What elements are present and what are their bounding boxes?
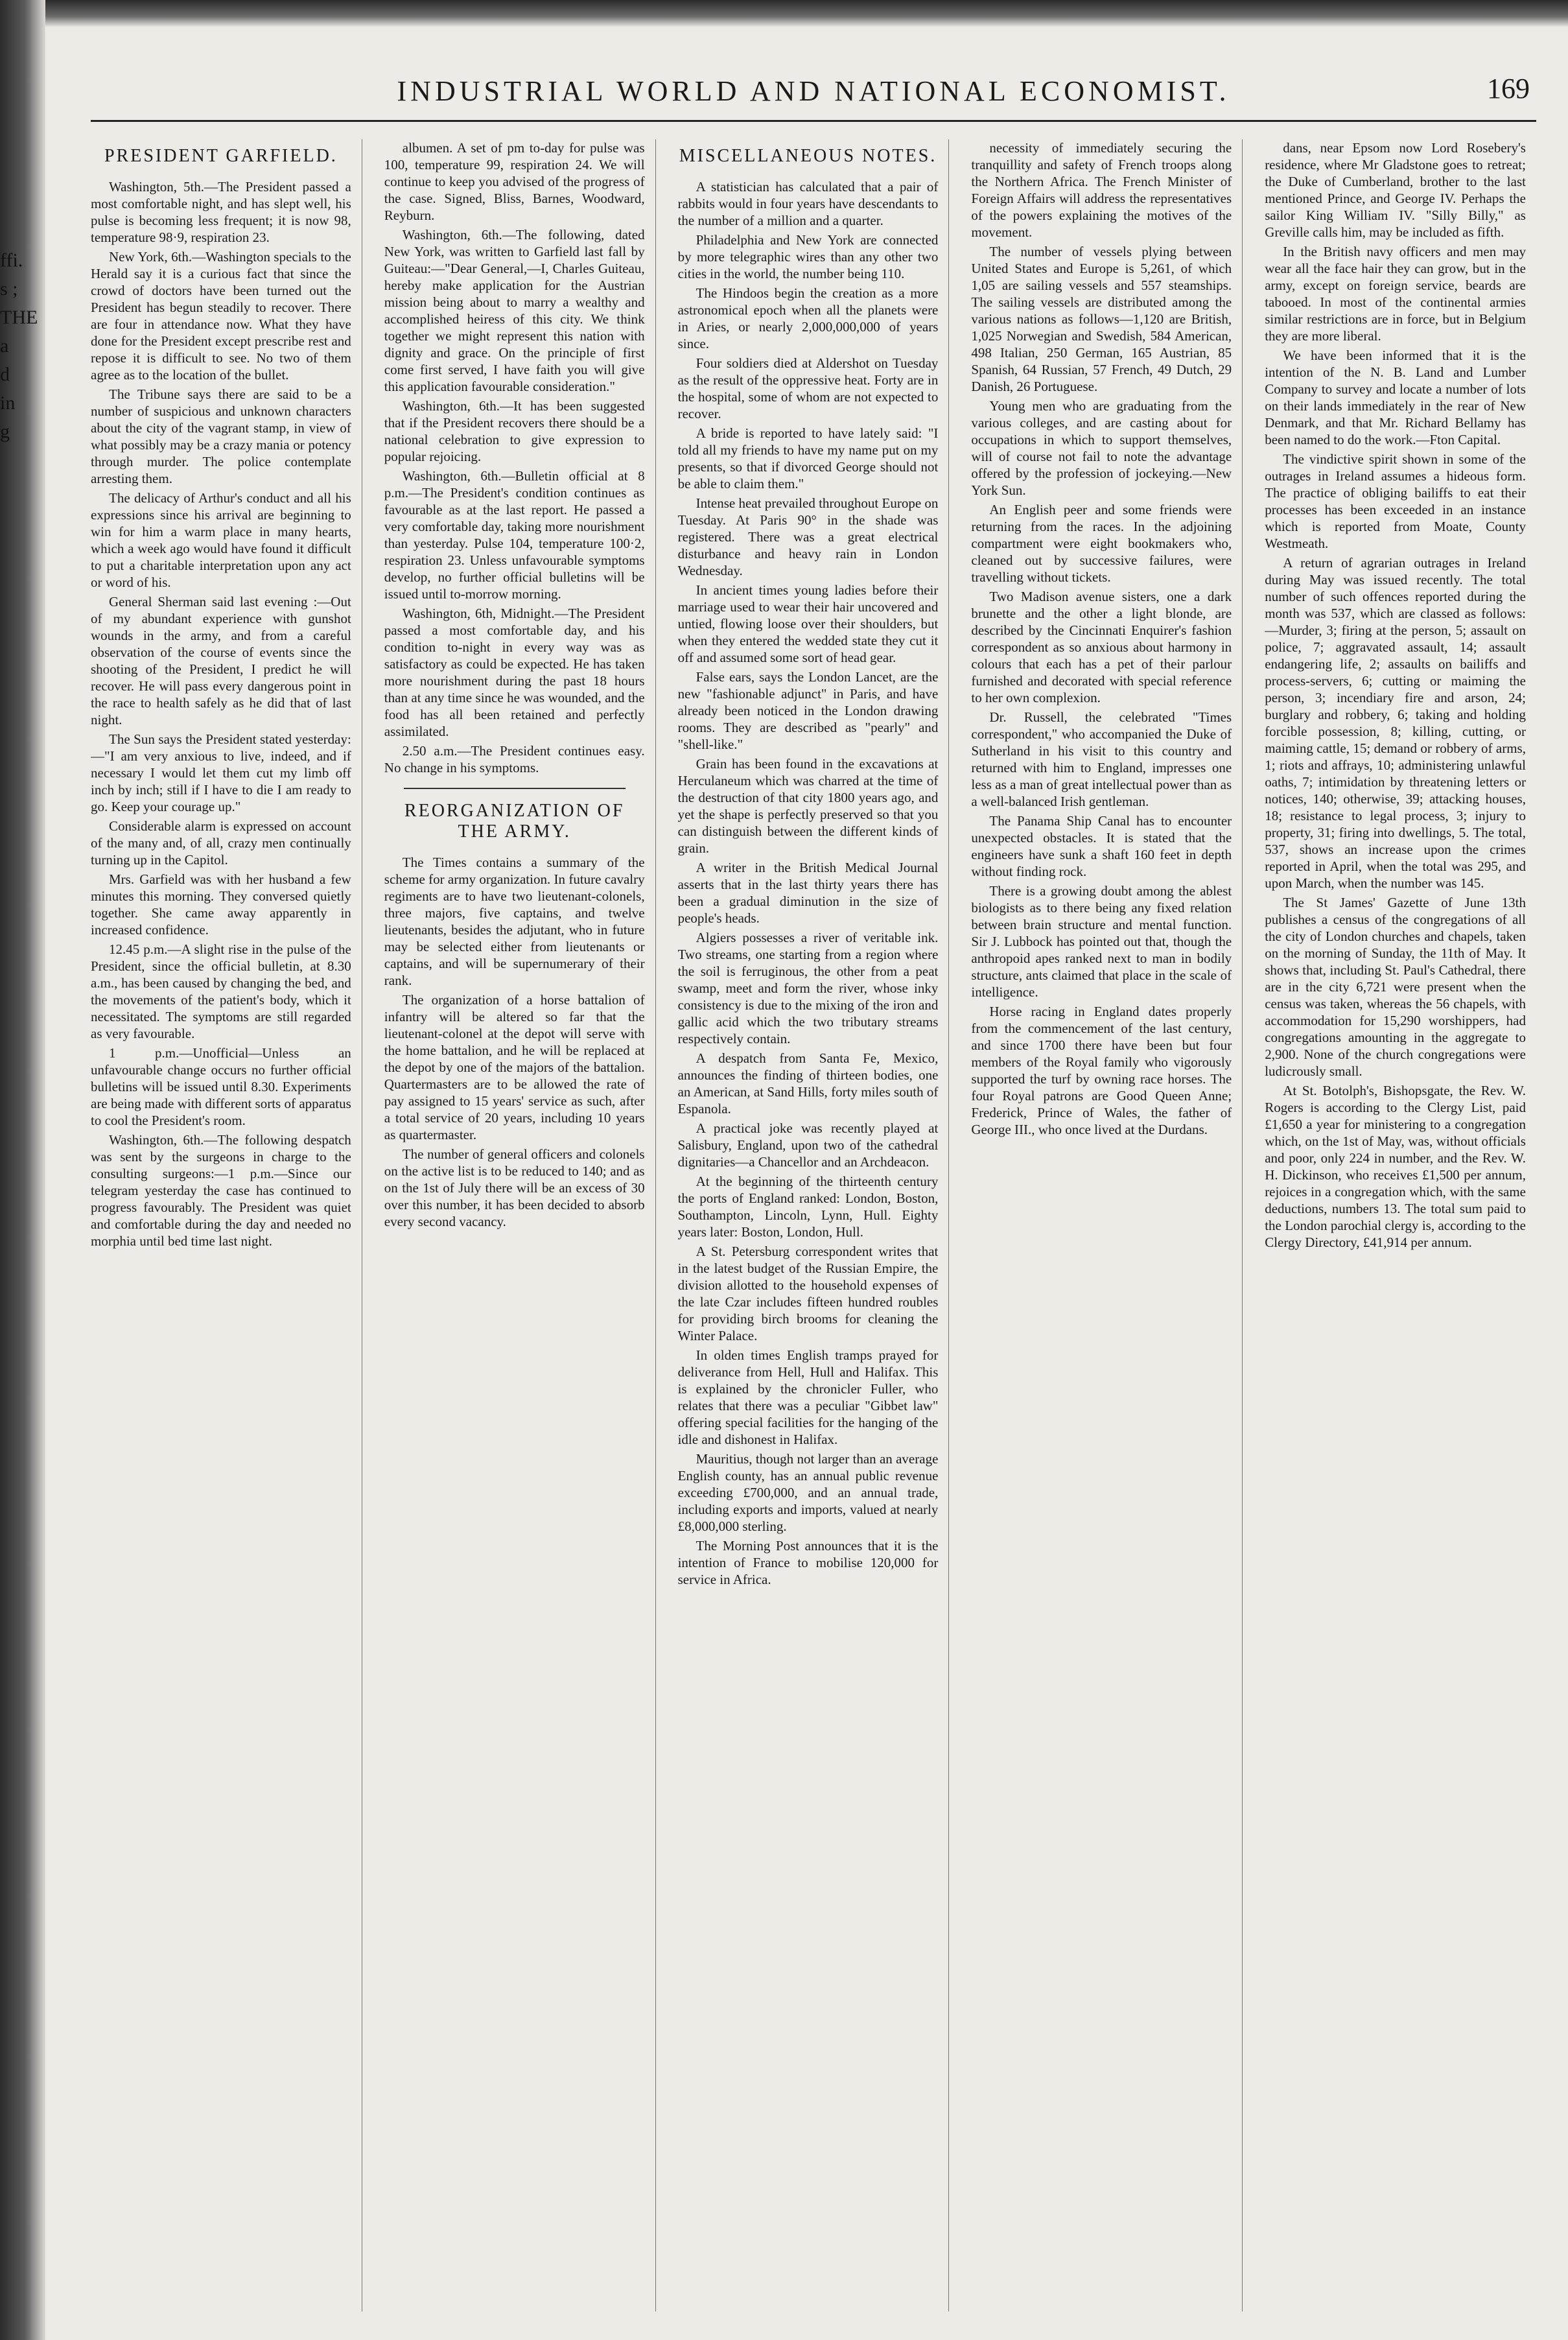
section-rule <box>404 788 626 789</box>
paragraph: Washington, 6th.—It has been suggested that if the President recovers there should be a national celebration to give expression to popular rejoicing. <box>384 398 645 464</box>
paragraph: dans, near Epsom now Lord Rosebery's residence, where Mr Gladstone goes to retreat; the Duke of Cumberland, brother to the last mentioned Prince, and George IV. Perhaps the sailor King William IV. "Silly Billy," as Greville calls him, may be included as fifth. <box>1265 140 1526 240</box>
paragraph: In olden times English tramps prayed for deliverance from Hell, Hull and Halifax. This is explained by the chronicler Fuller, who relates that there was a peculiar "Gibbet law" offering special facilities for the hanging of the idle and dishonest in Halifax. <box>677 1347 939 1447</box>
paragraph: A despatch from Santa Fe, Mexico, announces the finding of thirteen bodies, one an American, at Sand Hills, forty miles south of Espanola. <box>677 1050 939 1117</box>
paragraph: There is a growing doubt among the ablest biologists as to there being any fixed relation between brain structure and mental function. Sir J. Lubbock has pointed out that, though the anthropoid apes ranked next to man in bodily structure, ants claimed that place in the scale of intelligence. <box>971 883 1232 1000</box>
paragraph: 12.45 p.m.—A slight rise in the pulse of the President, since the official bulletin, at 8.30 a.m., has been caused by changing the bed, and the movements of the patient's body, which it necessitated. The symptoms are still regarded as very favourable. <box>91 941 351 1041</box>
column-4 <box>971 139 1243 2311</box>
paragraph: We have been informed that it is the intention of the N. B. Land and Lumber Company to survey and locate a number of lots on their lands immediately in the rear of New Denmark, and that Mr. Richard Bellamy has been named to do the work.—Fton Capital. <box>1265 348 1526 447</box>
paragraph: The St James' Gazette of June 13th publishes a census of the congregations of all the city of London churches and chapels, taken on the morning of Sunday, the 11th of May. It shows that, including St. Paul's Cathedral, there are in the city 6,721 were present when the census was taken, whereas the 56 chapels, with accommodation for 15,290 worshippers, had congregations amounting in the aggregate to 2,900. None of the church congregations were ludicrously small. <box>1265 895 1526 1079</box>
column-body <box>971 139 1232 1138</box>
paragraph: The Times contains a summary of the scheme for army organization. In future cavalry regiments are to have two lieutenant-colonels, three majors, five captains, and twelve lieutenants, besides the adjutant, who in future may be selected either from lieutenants or captains, and will be supernumerary of their rank. <box>384 855 645 988</box>
paragraph: albumen. A set of pm to-day for pulse was 100, temperature 99, respiration 24. We will continue to keep you advised of the progress of the case. Signed, Bliss, Barnes, Woodward, Reyburn. <box>384 140 645 223</box>
column-heading: PRESIDENT GARFIELD. <box>104 146 338 166</box>
paragraph: A writer in the British Medical Journal asserts that in the last thirty years there has been a gradual diminution in the size of people's heads. <box>677 860 939 926</box>
paragraph: Washington, 5th.—The President passed a most comfortable night, and has slept well, his pulse is becoming less frequent; it is now 98, temperature 98·9, respiration 23. <box>91 179 351 245</box>
paragraph: Washington, 6th.—The following, dated New York, was written to Garfield last fall by Guiteau:—"Dear General,—I, Charles Guiteau, hereby make application for the Austrian mission being about to marry a wealthy and accomplished heiress of this city. We think together we might represent this nation with dignity and grace. On the principle of first come first served, I have faith you will give this application favourable consideration." <box>384 227 645 394</box>
paragraph: A St. Petersburg correspondent writes that in the latest budget of the Russian Empire, the division allotted to the household expenses of the late Czar includes fifteen hundred roubles for providing birch brooms for cleaning the Winter Palace. <box>677 1244 939 1343</box>
paragraph: General Sherman said last evening :—Out of my abundant experience with gunshot wounds in the army, and from a careful observation of the course of events since the shooting of the President, I predict he will recover. He will pass every dangerous point in the race to health safely as he did that of last night. <box>91 594 351 727</box>
previous-page-fragment: ffi. s ; THE a d in g <box>0 250 38 442</box>
paragraph: Washington, 6th.—The following despatch was sent by the surgeons in charge to the consulting surgeons:—1 p.m.—Since our telegram yesterday the case has continued to progress favourably. The President was quiet and comfortable during the day and needed no morphia until bed time last night. <box>91 1132 351 1249</box>
paragraph: Young men who are graduating from the various colleges, and are casting about for occupations in which to support themselves, will of course not fail to note the advantage offered by the profession of jockeying.—New York Sun. <box>971 398 1232 498</box>
paragraph: The number of general officers and colonels on the active list is to be reduced to 140; and as on the 1st of July there will be an excess of 30 over this number, it has been decided to absorb every second vacancy. <box>384 1146 645 1229</box>
paragraph: The Hindoos begin the creation as a more astronomical epoch when all the planets were in Aries, or nearly 2,000,000,000 of years since. <box>677 285 939 351</box>
paragraph: The number of vessels plying between United States and Europe is 5,261, of which 1,05 are sailing vessels and 557 steamships. The sailing vessels are distributed among the various nations as follows—1,120 are British, 1,025 Norwegian and Swedish, 584 American, 498 Italian, 250 German, 165 Austrian, 85 Spanish, 64 Russian, 57 French, 49 Dutch, 29 Danish, 26 Portuguese. <box>971 244 1232 394</box>
column-3 <box>678 139 950 2311</box>
paragraph: An English peer and some friends were returning from the races. In the adjoining compartment were eight bookmakers who, cleaned out by successive failures, were travelling without tickets. <box>971 502 1232 585</box>
paragraph: New York, 6th.—Washington specials to the Herald say it is a curious fact that since the crowd of doctors have been turned out the President has begun steadily to recover. There are four in attendance now. What they have done for the President except prescribe rest and repose it is difficult to see. No two of them agree as to the location of the bullet. <box>91 249 351 383</box>
paragraph: The vindictive spirit shown in some of the outrages in Ireland assumes a hideous form. The practice of obliging bailiffs to eat their processes has been exceeded in an instance which is reported from Moate, County Westmeath. <box>1265 451 1526 551</box>
paragraph: A practical joke was recently played at Salisbury, England, upon two of the cathedral dignitaries—a Chancellor and an Archdeacon. <box>677 1120 939 1170</box>
section-heading: REORGANIZATION OF THE ARMY. <box>404 801 625 842</box>
column-5 <box>1265 139 1536 2311</box>
page-number: 169 <box>1487 73 1530 104</box>
paragraph: Philadelphia and New York are connected by more telegraphic wires than any other two cities in the world, the number being 110. <box>677 232 939 281</box>
columns <box>91 139 1536 2311</box>
paragraph: A bride is reported to have lately said: "I told all my friends to have my name put on my presents, so that if divorced George should not be able to claim them." <box>677 425 939 491</box>
masthead <box>91 62 1536 122</box>
paragraph: Considerable alarm is expressed on account of the many and, of all, crazy men continually turning up in the Capitol. <box>91 818 351 868</box>
column-body <box>678 178 939 1588</box>
paragraph: The Morning Post announces that it is the intention of France to mobilise 120,000 for service in Africa. <box>677 1538 939 1587</box>
paragraph: Intense heat prevailed throughout Europe on Tuesday. At Paris 90° in the shade was registered. There was a great electrical disturbance and heavy rain in London Wednesday. <box>677 495 939 578</box>
paragraph: At St. Botolph's, Bishopsgate, the Rev. W. Rogers is according to the Clergy List, paid £1,650 a year for ministering to a congregation which, on the 1st of May, was, without officials and poor, only 224 in number, and the Rev. W. H. Dickinson, who receives £1,500 per annum, rejoices in a congregation which, with the same deductions, numbers 13. The total sum paid to the London parochial clergy is, according to the Clergy Directory, £41,914 per annum. <box>1265 1083 1526 1250</box>
paragraph: Grain has been found in the excavations at Herculaneum which was charred at the time of the destruction of that city 1800 years ago, and yet the shape is perfectly preserved so that you can distinguish between the different kinds of grain. <box>677 756 939 856</box>
paragraph: 1 p.m.—Unofficial—Unless an unfavourable change occurs no further official bulletins will be issued until 8.30. Experiments are being made with different sorts of apparatus to cool the President's room. <box>91 1045 351 1128</box>
paragraph: Washington, 6th.—Bulletin official at 8 p.m.—The President's condition continues as favourable as at the last report. He passed a very comfortable day, taking more nourishment than yesterday. Pulse 104, temperature 100·2, respiration 23. Unless unfavourable symptoms develop, no further official bulletins will be issued until to-morrow morning. <box>384 468 645 602</box>
paragraph: Horse racing in England dates properly from the commencement of the last century, and since 1700 there have been but four members of the Royal family who vigorously supported the turf by owning race horses. The four Royal patrons are Good Queen Anne; Frederick, Prince of Wales, the father of George III., who once lived at the Durdans. <box>971 1004 1232 1137</box>
paragraph: Mauritius, though not larger than an average English county, has an annual public revenue exceeding £700,000, and an annual trade, including exports and imports, valued at nearly £8,000,000 sterling. <box>677 1451 939 1534</box>
paragraph: The Tribune says there are said to be a number of suspicious and unknown characters about the city of the vagrant stamp, in view of what possibly may be a crazy mania or potency through murder. The police contemplate arresting them. <box>91 386 351 486</box>
paragraph: The organization of a horse battalion of infantry will be altered so far that the lieutenant-colonel at the depot will serve with the home battalion, and he will be replaced at the depot by one of the majors of the battalion. Quartermasters are to be allowed the rate of pay assigned to 15 years' service as such, after a total service of 20 years, including 10 years as quartermaster. <box>384 992 645 1142</box>
paragraph: The Panama Ship Canal has to encounter unexpected obstacles. It is stated that the engineers have sunk a shaft 160 feet in depth without finding rock. <box>971 813 1232 879</box>
paragraph: The Sun says the President stated yesterday:—"I am very anxious to live, indeed, and if necessary I would let them cut my limb off inch by inch; still if I have to die I am ready to go. Keep your courage up." <box>91 731 351 814</box>
paragraph: Washington, 6th, Midnight.—The President passed a most comfortable day, and his condition to-night in every way was as satisfactory as could be expected. He has taken more nourishment during the past 18 hours than at any time since he was wounded, and the food has all been retained and perfectly assimilated. <box>384 606 645 739</box>
paragraph: 2.50 a.m.—The President continues easy. No change in his symptoms. <box>384 743 645 775</box>
paragraph: In the British navy officers and men may wear all the face hair they can grow, but in the army, except on foreign service, beards are tabooed. In most of the continental armies similar restrictions are in force, but in Belgium they are more liberal. <box>1265 244 1526 344</box>
paragraph: At the beginning of the thirteenth century the ports of England ranked: London, Boston, Southampton, Lincoln, Lynn, Hull. Eighty years later: Boston, London, Hull. <box>677 1174 939 1240</box>
page-title: INDUSTRIAL WORLD AND NATIONAL ECONOMIST. <box>397 75 1230 107</box>
paragraph: In ancient times young ladies before their marriage used to wear their hair uncovered and untied, flowing loose over their shoulders, but when they entered the wedded state they cut it off and assumed some sort of head gear. <box>677 582 939 665</box>
scan-top-edge <box>0 0 1568 27</box>
paragraph: Mrs. Garfield was with her husband a few minutes this morning. They conversed quietly together. She came away apparently in increased confidence. <box>91 871 351 938</box>
newspaper-page <box>91 62 1536 2311</box>
paragraph: Algiers possesses a river of veritable ink. Two streams, one starting from a region where the soil is ferruginous, the other from a peat swamp, meet and form the river, whose inky consistency is due to the mixing of the iron and gallic acid which the two tributary streams respectively contain. <box>677 930 939 1046</box>
paragraph: The delicacy of Arthur's conduct and all his expressions since his arrival are beginning to win for him a warm place in many hearts, which a week ago would have found it difficult to put a charitable interpretation upon any act or word of his. <box>91 490 351 590</box>
column-body <box>384 139 645 776</box>
paragraph: A return of agrarian outrages in Ireland during May was issued recently. The total number of such offences reported during the month was 537, which are classed as follows:—Murder, 3; firing at the person, 5; assault on police, 7; aggravated assault, 14; assault endangering life, 2; assaults on bailiffs and process-servers, 6; cutting or maiming the person, 3; incendiary fire and arson, 24; burglary and robbery, 6; taking and holding forcible possession, 8; killing, cutting, or maiming cattle, 15; demand or robbery of arms, 1; riots and affrays, 10; administering unlawful oaths, 7; intimidation by threatening letters or notices, 140; otherwise, 39; attacking houses, 18; resistance to legal process, 3; injury to property, 31; firing into dwellings, 5. The total, 537, shows an increase upon the crimes reported in April, when the total was 295, and upon March, when the number was 145. <box>1265 555 1526 891</box>
column-body <box>91 178 351 1249</box>
column-1 <box>91 139 362 2311</box>
column-2 <box>384 139 656 2311</box>
column-heading: MISCELLANEOUS NOTES. <box>679 146 937 166</box>
paragraph: Dr. Russell, the celebrated "Times correspondent," who accompanied the Duke of Sutherland in his visit to this country and returned with him to England, impresses one less as a man of great intellectual power than as a well-balanced Irish gentleman. <box>971 709 1232 809</box>
column-body <box>1265 139 1526 1251</box>
paragraph: necessity of immediately securing the tranquillity and safety of French troops along the Northern Africa. The French Minister of Foreign Affairs will address the representatives of the powers explaining the motives of the movement. <box>971 140 1232 240</box>
paragraph: Two Madison avenue sisters, one a dark brunette and the other a light blonde, are described by the Cincinnati Enquirer's fashion correspondent as so anxious about harmony in colours that each has a pet of their parlour furnished and decorated with special reference to her own complexion. <box>971 589 1232 705</box>
paragraph: A statistician has calculated that a pair of rabbits would in four years have descendants to the number of a million and a quarter. <box>677 179 939 228</box>
paragraph: Four soldiers died at Aldershot on Tuesday as the result of the oppressive heat. Forty are in the hospital, some of whom are not expected to recover. <box>677 355 939 421</box>
section-body <box>384 854 645 1230</box>
paragraph: False ears, says the London Lancet, are the new "fashionable adjunct" in Paris, and have already been noticed in the London drawing rooms. They are described as "pearly" and "shell-like." <box>677 669 939 752</box>
